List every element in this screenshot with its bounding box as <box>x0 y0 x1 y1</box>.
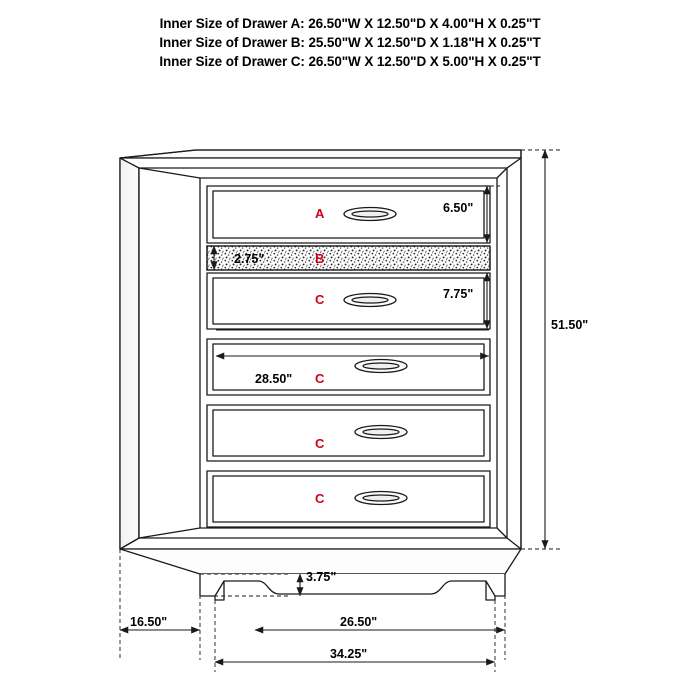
drawer-label-c1: C <box>315 292 325 307</box>
dim-overall-width: 34.25" <box>330 647 368 661</box>
dim-drawer-inner-width: 28.50" <box>255 372 293 386</box>
drawer-label-c2: C <box>315 371 325 386</box>
dim-drawer-c-height: 7.75" <box>443 287 474 301</box>
spec-line-drawer-c: Inner Size of Drawer C: 26.50"W X 12.50"D X 5.00"H X 0.25"T <box>159 54 541 69</box>
dim-side-depth: 16.50" <box>130 615 168 629</box>
spec-line-drawer-a: Inner Size of Drawer A: 26.50"W X 12.50"D X 4.00"H X 0.25"T <box>159 16 541 31</box>
drawer-label-b: B <box>315 251 325 266</box>
dim-leg-height: 3.75" <box>306 570 337 584</box>
drawer-label-a: A <box>315 206 325 221</box>
dim-drawer-b-height: 2.75" <box>234 252 265 266</box>
drawer-label-c3: C <box>315 436 325 451</box>
spec-line-drawer-b: Inner Size of Drawer B: 25.50"W X 12.50"D X 1.18"H X 0.25"T <box>159 35 541 50</box>
dim-drawer-a-height: 6.50" <box>443 201 474 215</box>
dim-base-width: 26.50" <box>340 615 378 629</box>
dim-total-height: 51.50" <box>551 318 589 332</box>
drawer-label-c4: C <box>315 491 325 506</box>
